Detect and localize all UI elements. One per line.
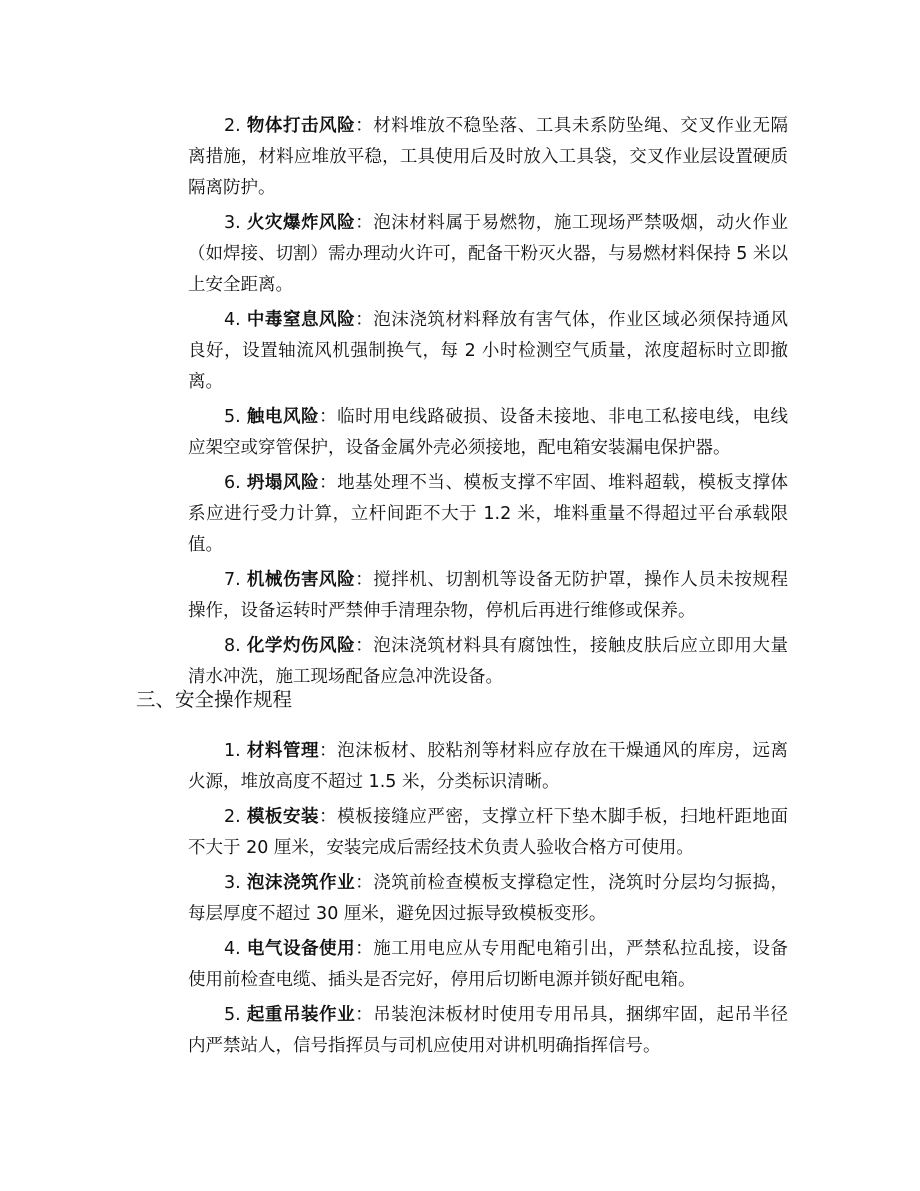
item-term: 火灾爆炸风险 — [246, 213, 356, 233]
item-term: 机械伤害风险 — [246, 570, 356, 590]
item-term: 材料管理 — [246, 741, 320, 761]
list-item: 7. 机械伤害风险：搅拌机、切割机等设备无防护罩，操作人员未按规程操作，设备运转时严禁伸手清理杂物，停机后再进行维修或保养。 — [188, 570, 789, 621]
item-term: 泡沫浇筑作业 — [246, 873, 356, 893]
item-text: 搅拌机、切割机等设备无防护罩，操作人员未按规程操作，设备运转时严禁伸手清理杂物，停机后再进行维修或保养。 — [188, 570, 789, 621]
list-item: 4. 电气设备使用：施工用电应从专用配电箱引出，严禁私拉乱接，设备使用前检查电缆、插头是否完好，停用后切断电源并锁好配电箱。 — [188, 939, 789, 990]
list-item: 8. 化学灼伤风险：泡沫浇筑材料具有腐蚀性，接触皮肤后应立即用大量清水冲洗，施工现场配备应急冲洗设备。 — [188, 636, 789, 687]
item-term: 电气设备使用 — [246, 939, 356, 959]
list-item: 3. 火灾爆炸风险：泡沫材料属于易燃物，施工现场严禁吸烟，动火作业（如焊接、切割）需办理动火许可，配备干粉灭火器，与易燃材料保持 5 米以上安全距离。 — [188, 213, 789, 295]
list-item: 4. 中毒窒息风险：泡沫浇筑材料释放有害气体，作业区域必须保持通风良好，设置轴流风机强制换气，每 2 小时检测空气质量，浓度超标时立即撤离。 — [188, 310, 789, 392]
section-heading: 三、安全操作规程 — [136, 688, 293, 711]
item-text: 泡沫板材、胶粘剂等材料应存放在干燥通风的库房，远离火源，堆放高度不超过 1.5 米，分类标识清晰。 — [188, 741, 789, 792]
item-text: 地基处理不当、模板支撑不牢固、堆料超载，模板支撑体系应进行受力计算，立杆间距不大于 1.2 米，堆料重量不得超过平台承载限值。 — [188, 473, 789, 555]
list-item: 1. 材料管理：泡沫板材、胶粘剂等材料应存放在干燥通风的库房，远离火源，堆放高度不超过 1.5 米，分类标识清晰。 — [188, 741, 789, 792]
list-item: 2. 物体打击风险：材料堆放不稳坠落、工具未系防坠绳、交叉作业无隔离措施，材料应堆放平稳，工具使用后及时放入工具袋，交叉作业层设置硬质隔离防护。 — [188, 116, 789, 198]
list-item: 6. 坍塌风险：地基处理不当、模板支撑不牢固、堆料超载，模板支撑体系应进行受力计算，立杆间距不大于 1.2 米，堆料重量不得超过平台承载限值。 — [188, 473, 789, 555]
item-term: 化学灼伤风险 — [246, 636, 356, 656]
item-term: 中毒窒息风险 — [246, 310, 356, 330]
item-term: 起重吊装作业 — [246, 1005, 356, 1025]
item-text: 临时用电线路破损、设备未接地、非电工私接电线，电线应架空或穿管保护，设备金属外壳必须接地，配电箱安装漏电保护器。 — [188, 407, 789, 458]
item-term: 物体打击风险 — [246, 116, 356, 136]
item-text: 泡沫浇筑材料释放有害气体，作业区域必须保持通风良好，设置轴流风机强制换气，每 2 小时检测空气质量，浓度超标时立即撤离。 — [188, 310, 789, 392]
list-item: 3. 泡沫浇筑作业：浇筑前检查模板支撑稳定性，浇筑时分层均匀振捣，每层厚度不超过 30 厘米，避免因过振导致模板变形。 — [188, 873, 789, 924]
item-term: 模板安装 — [246, 807, 320, 827]
item-text: 材料堆放不稳坠落、工具未系防坠绳、交叉作业无隔离措施，材料应堆放平稳，工具使用后及时放入工具袋，交叉作业层设置硬质隔离防护。 — [188, 116, 789, 198]
item-term: 坍塌风险 — [246, 473, 320, 493]
list-item: 5. 触电风险：临时用电线路破损、设备未接地、非电工私接电线，电线应架空或穿管保护，设备金属外壳必须接地，配电箱安装漏电保护器。 — [188, 407, 789, 458]
procedure-list — [188, 736, 788, 1066]
list-item: 5. 起重吊装作业：吊装泡沫板材时使用专用吊具，捆绑牢固，起吊半径内严禁站人，信号指挥员与司机应使用对讲机明确指挥信号。 — [188, 1005, 789, 1056]
list-item: 2. 模板安装：模板接缝应严密，支撑立杆下垫木脚手板，扫地杆距地面不大于 20 厘米，安装完成后需经技术负责人验收合格方可使用。 — [188, 807, 789, 858]
item-text: 吊装泡沫板材时使用专用吊具，捆绑牢固，起吊半径内严禁站人，信号指挥员与司机应使用对讲机明确指挥信号。 — [188, 1005, 789, 1056]
item-term: 触电风险 — [246, 407, 320, 427]
item-text: 施工用电应从专用配电箱引出，严禁私拉乱接，设备使用前检查电缆、插头是否完好，停用后切断电源并锁好配电箱。 — [188, 939, 789, 990]
item-text: 泡沫浇筑材料具有腐蚀性，接触皮肤后应立即用大量清水冲洗，施工现场配备应急冲洗设备。 — [188, 636, 789, 687]
item-text: 浇筑前检查模板支撑稳定性，浇筑时分层均匀振捣，每层厚度不超过 30 厘米，避免因过振导致模板变形。 — [188, 873, 789, 924]
item-text: 泡沫材料属于易燃物，施工现场严禁吸烟，动火作业（如焊接、切割）需办理动火许可，配备干粉灭火器，与易燃材料保持 5 米以上安全距离。 — [188, 213, 789, 295]
item-text: 模板接缝应严密，支撑立杆下垫木脚手板，扫地杆距地面不大于 20 厘米，安装完成后需经技术负责人验收合格方可使用。 — [188, 807, 789, 858]
risk-list — [188, 111, 788, 697]
